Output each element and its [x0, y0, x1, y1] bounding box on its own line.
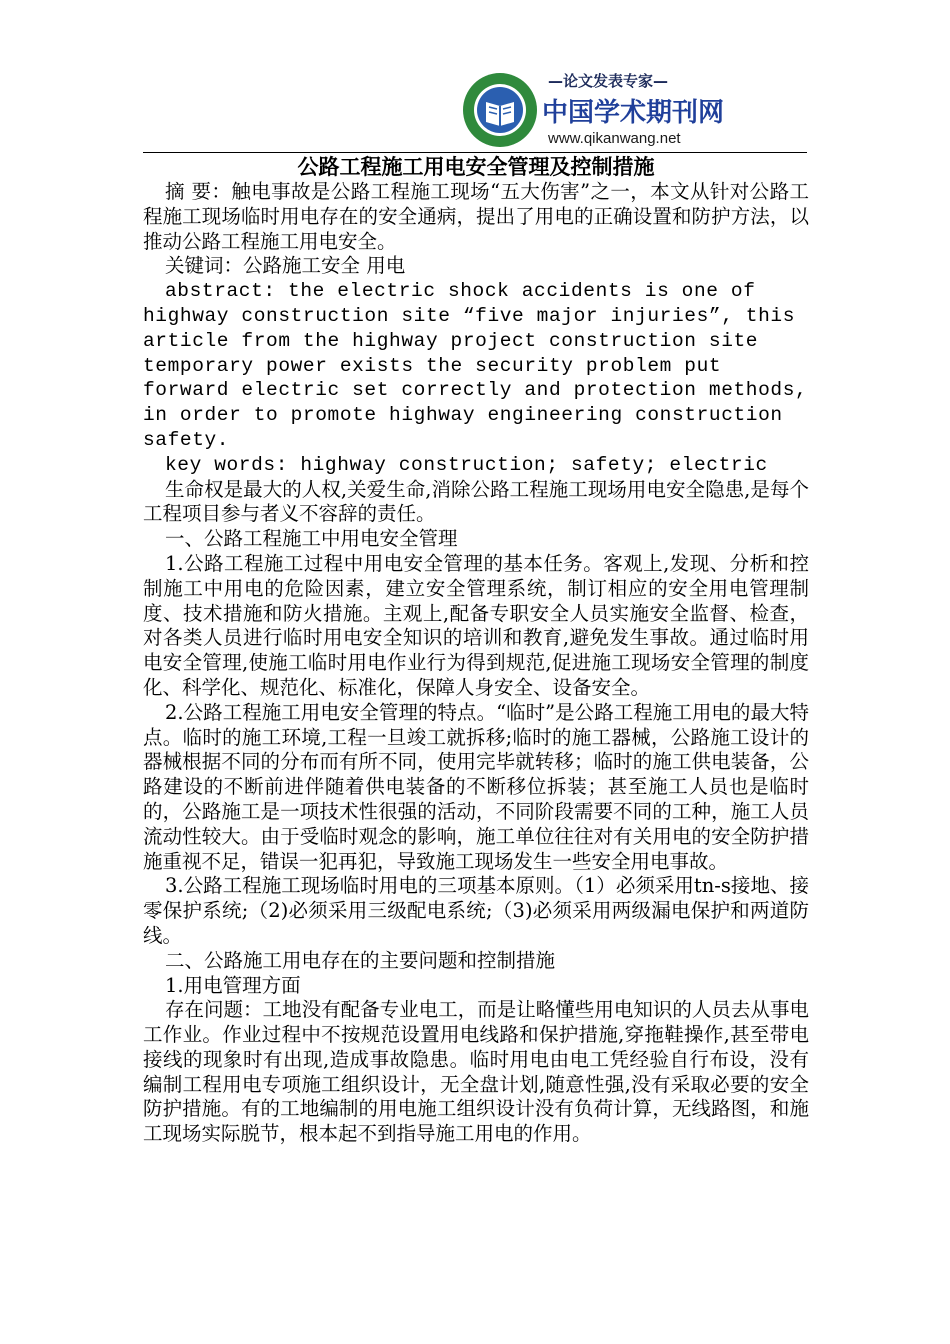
seal-icon — [462, 72, 538, 148]
paragraph-1-1: 1.公路工程施工过程中用电安全管理的基本任务。客观上,发现、分析和控制施工中用电的危险因素，建立安全管理系统，制订相应的安全用电管理制度、技术措施和防火措施。主观上,配备专职安全人员实施安全监督、检查，对各类人员进行临时用电安全知识的培训和教育,避免发生事故。通过临时用电安全管理,使施工临时用电作业行为得到规范,促进施工现场安全管理的制度化、科学化、规范化、标准化，保障人身安全、设备安全。 — [143, 551, 809, 699]
intro-paragraph: 生命权是最大的人权,关爱生命,消除公路工程施工现场用电安全隐患,是每个工程项目参与者义不容辞的责任。 — [143, 477, 809, 526]
paragraph-2-1: 存在问题：工地没有配备专业电工，而是让略懂些用电知识的人员去从事电工作业。作业过程中不按规范设置用电线路和保护措施,穿拖鞋操作,甚至带电接线的现象时有出现,造成事故隐患。临时用电由电工凭经验自行布设，没有编制工程用电专项施工组织设计，无全盘计划,随意性强,没有采取必要的安全防护措施。有的工地编制的用电施工组织设计没有负荷计算，无线路图，和施工现场实际脱节，根本起不到指导施工用电的作用。 — [143, 998, 809, 1146]
logo-brand-name: 中国学术期刊网 — [542, 98, 725, 128]
logo-url: www.qikanwang.net — [548, 130, 681, 147]
keywords-en: key words: highway construction; safety; electric — [165, 453, 768, 476]
subsection-heading-2-1: 1.用电管理方面 — [165, 973, 301, 997]
header-logo — [462, 70, 725, 150]
paragraph-1-2: 2.公路工程施工用电安全管理的特点。“临时”是公路工程施工用电的最大特点。临时的施工环境,工程一旦竣工就拆移;临时的施工器械，公路施工设计的器械根据不同的分布而有所不同，使用完毕就转移；临时的施工供电装备，公路建设的不断前进伴随着供电装备的不断移位拆装；甚至施工人员也是临时的，公路施工是一项技术性很强的活动，不同阶段需要不同的工种，施工人员流动性较大。由于受临时观念的影响，施工单位往往对有关用电的安全防护措施重视不足，错误一犯再犯，导致施工现场发生一些安全用电事故。 — [143, 700, 809, 873]
abstract-en: abstract: the electric shock accidents is one of highway construction site “five major injuries”, this article from the highway project construction site temporary power exists the security problem put forward electric set correctly and protection methods, in order to promote highway engineering construction safety. — [143, 280, 808, 451]
logo-slogan: —论文发表专家— — [548, 72, 669, 90]
header-divider — [143, 152, 807, 153]
article-body — [143, 154, 809, 1147]
article-title: 公路工程施工用电安全管理及控制措施 — [297, 154, 655, 179]
section-heading-2: 二、公路施工用电存在的主要问题和控制措施 — [165, 948, 556, 972]
keywords-cn: 关键词：公路施工安全 用电 — [165, 254, 406, 278]
paragraph-1-3: 3.公路工程施工现场临时用电的三项基本原则。（1）必须采用tn-s接地、接零保护系统;（2)必须采用三级配电系统;（3)必须采用两级漏电保护和两道防线。 — [143, 874, 809, 947]
abstract-cn: 摘 要：触电事故是公路工程施工现场“五大伤害”之一，本文从针对公路工程施工现场临时用电存在的安全通病，提出了用电的正确设置和防护方法，以推动公路工程施工用电安全。 — [143, 180, 809, 253]
section-heading-1: 一、公路工程施工中用电安全管理 — [165, 527, 458, 551]
